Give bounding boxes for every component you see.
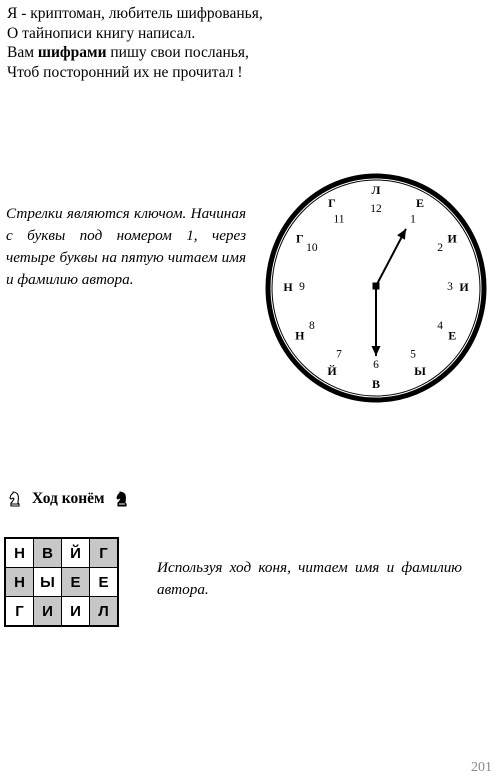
minute-hand-arrow <box>372 346 381 356</box>
clock-number: 12 <box>370 203 382 215</box>
clock-number: 6 <box>373 359 379 371</box>
grid-cell: Ы <box>34 568 62 597</box>
poem-line-4: Чтоб посторонний их не прочитал ! <box>7 63 243 81</box>
page-number: 201 <box>471 760 492 775</box>
knight-puzzle-heading <box>8 490 129 508</box>
poem-line-3-start: Вам <box>7 44 38 61</box>
poem-line-1: Я - криптоман, любитель шифрованья, <box>7 5 263 22</box>
poem-line-3-end: пишу свои посланья, <box>106 44 249 61</box>
poem-line-2: О тайнописи книгу написал. <box>7 24 196 42</box>
poem-line-3 <box>7 43 263 63</box>
clock-figure <box>260 170 492 420</box>
poem-bold-word: шифрами <box>37 44 107 61</box>
grid-cell: Н <box>5 568 34 597</box>
clock-letter: И <box>447 231 457 246</box>
clock-number: 3 <box>447 281 453 293</box>
clock-number: 10 <box>306 242 318 254</box>
clock-letter: Ы <box>414 364 426 379</box>
grid-cell: Е <box>62 568 90 597</box>
clock-center-pivot <box>373 283 380 290</box>
grid-cell: Й <box>62 538 90 568</box>
clock-number: 11 <box>333 213 345 226</box>
knight-puzzle-text: Используя ход коня, читаем имя и фамилию автора. <box>157 559 462 598</box>
clock-puzzle-text: Стрелки являются ключом. Начиная с буквы под номером 1, через четыре буквы на пятую читаем имя и фамилию автора. <box>6 205 246 288</box>
clock-number: 9 <box>299 281 305 293</box>
clock-letter: Й <box>327 364 337 379</box>
grid-cell: Л <box>90 597 119 627</box>
grid-cell: И <box>62 597 90 627</box>
grid-cell: Н <box>5 538 34 568</box>
clock-letter: Л <box>371 183 381 197</box>
clock-letter: Г <box>295 231 304 246</box>
knight-letter-grid <box>4 537 119 627</box>
clock-number: 7 <box>336 348 342 361</box>
poem <box>7 4 263 82</box>
clock-letter: Н <box>295 328 305 343</box>
clock-letter: Е <box>448 328 457 343</box>
clock-letter: Н <box>283 280 293 294</box>
clock-letter: И <box>459 280 469 294</box>
grid-row <box>5 538 118 568</box>
clock-letter: Г <box>328 195 336 210</box>
grid-cell: Г <box>90 538 119 568</box>
grid-cell: Г <box>5 597 34 627</box>
clock-number: 5 <box>410 348 416 361</box>
clock-number: 1 <box>410 213 416 226</box>
knight-puzzle-title: Ход конём <box>32 490 105 507</box>
white-knight-icon <box>8 491 22 507</box>
clock-number: 8 <box>309 320 315 332</box>
clock-number: 2 <box>437 242 443 254</box>
clock-letter: В <box>371 377 381 391</box>
clock-number: 4 <box>437 320 443 332</box>
grid-row <box>5 568 118 597</box>
grid-cell: Е <box>90 568 119 597</box>
grid-row <box>5 597 118 627</box>
grid-cell: В <box>34 538 62 568</box>
grid-cell: И <box>34 597 62 627</box>
black-knight-icon <box>115 491 129 507</box>
clock-letter: Е <box>415 195 425 210</box>
